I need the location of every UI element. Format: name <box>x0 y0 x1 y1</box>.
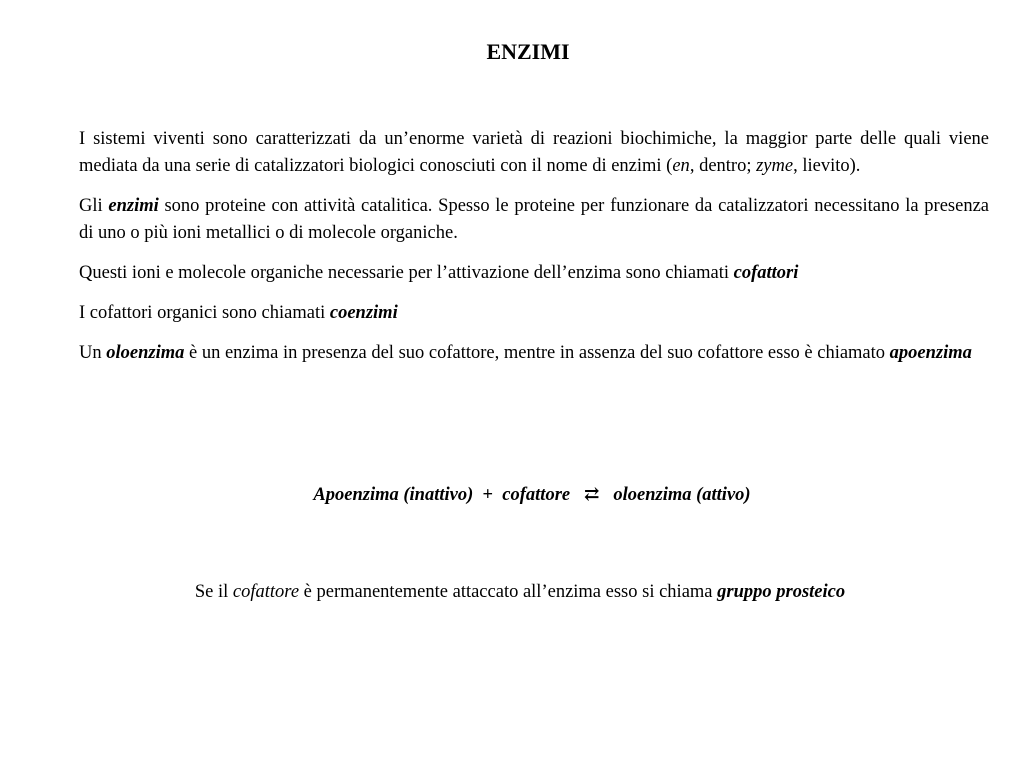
oloenzima-text-1: Un <box>79 343 107 363</box>
equation-cofactor: cofattore <box>502 485 571 505</box>
enzimi-text-2: sono proteine con attività catalitica. Spesso le proteine per funzionare da catalizzatori necessitano la presenza di uno o più ioni metallici o di molecole organiche. <box>79 196 989 243</box>
equilibrium-arrow-icon: ⇄ <box>583 485 600 505</box>
coenzimi-text: I cofattori organici sono chiamati <box>79 303 330 323</box>
term-oloenzima: oloenzima <box>106 343 185 363</box>
paragraph-oloenzima <box>79 340 989 367</box>
note-text-2: è permanentemente attaccato all’enzima esso si chiama <box>299 582 718 602</box>
note-text-1: Se il <box>194 582 233 602</box>
etymology-zyme: zyme <box>756 156 794 176</box>
equation-product: oloenzima (attivo) <box>613 485 751 505</box>
body-text <box>79 126 989 380</box>
paragraph-cofattori <box>79 260 989 287</box>
intro-text-3: , lievito). <box>793 156 861 176</box>
equation-plus: + <box>482 485 494 505</box>
paragraph-enzimi <box>79 193 989 247</box>
term-coenzimi: coenzimi <box>329 303 398 323</box>
enzimi-text-1: Gli <box>79 196 109 216</box>
prosthetic-group-note <box>0 579 1024 606</box>
paragraph-coenzimi <box>79 300 989 327</box>
paragraph-intro <box>79 126 989 180</box>
slide-title: ENZIMI <box>486 39 570 64</box>
etymology-en: en <box>672 156 690 176</box>
oloenzima-text-2: è un enzima in presenza del suo cofattore, mentre in assenza del suo cofattore esso è chiamato <box>184 343 890 363</box>
term-enzimi: enzimi <box>108 196 159 216</box>
term-apoenzima: apoenzima <box>889 343 972 363</box>
note-cofattore: cofattore <box>232 582 300 602</box>
intro-text-1: I sistemi viventi sono caratterizzati da un’enorme varietà di reazioni biochimiche, la maggior parte delle quali viene mediata da una serie di catalizzatori biologici conosciuti con il nome di enzimi ( <box>79 129 989 176</box>
term-cofattori: cofattori <box>733 263 799 283</box>
equation <box>0 482 1024 509</box>
cofattori-text: Questi ioni e molecole organiche necessarie per l’attivazione dell’enzima sono chiamati <box>79 263 734 283</box>
term-gruppo-prosteico: gruppo prosteico <box>717 582 846 602</box>
intro-text-2: , dentro; <box>689 156 757 176</box>
equation-reactant: Apoenzima (inattivo) <box>313 485 474 505</box>
